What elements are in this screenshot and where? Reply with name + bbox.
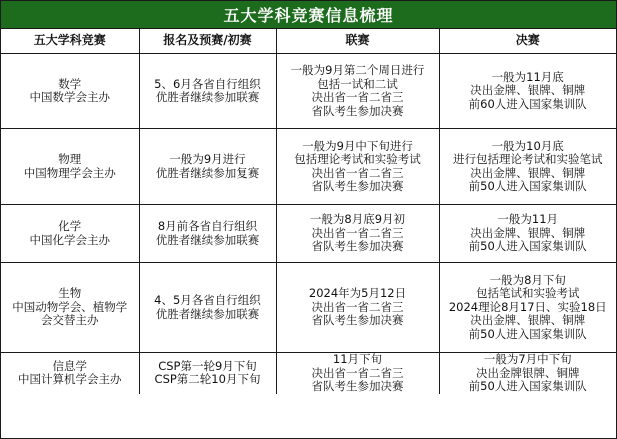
cell-line: 前50人进入国家集训队 [468, 239, 587, 254]
cell-line: 包括一试和二试 [317, 76, 398, 91]
cell-subject [1, 263, 139, 353]
cell-prelim [139, 263, 276, 353]
cell-line: 包括笔试和实验考试 [476, 286, 580, 301]
cell-line: 2024年为5月12日 [308, 286, 407, 301]
cell-line: 会交替主办 [41, 313, 99, 328]
cell-line: 优胜者继续参加联赛 [155, 90, 260, 104]
cell-line: 中国数学会主办 [29, 90, 110, 104]
cell-line: 生物 [58, 286, 82, 301]
cell-line: 物理 [58, 152, 82, 166]
cell-subject [1, 205, 139, 263]
cell-line: 决出省一省二省三 [311, 299, 404, 314]
cell-line: 优胜者继续参加联赛 [155, 306, 260, 321]
cell-line: 前50人进入国家集训队 [468, 179, 587, 193]
table-row-math [1, 54, 616, 129]
cell-line: 前60人进入国家集训队 [468, 96, 587, 111]
cell-line: 11月下旬 [332, 352, 383, 366]
table-row-physics [1, 129, 616, 205]
cell-line: 中国动物学会、植物学 [12, 299, 128, 314]
header-prelim: 报名及预赛/初赛 [139, 29, 276, 54]
cell-line: 一般为10月底 [491, 138, 564, 153]
cell-line: 决出金牌银牌、铜牌 [476, 365, 580, 380]
cell-line: CSP第一轮9月下旬 [158, 358, 257, 373]
cell-line: 前50人进入国家集训队 [468, 379, 587, 393]
cell-line: 一般为9月进行 [169, 152, 246, 166]
cell-line: 一般为9月中下旬进行 [302, 138, 413, 153]
table-row-biology [1, 263, 616, 353]
cell-line: 5、6月各省自行组织 [154, 76, 261, 91]
table-row-chemistry [1, 205, 616, 263]
cell-line: 一般为11月 [497, 212, 559, 227]
cell-line: 中国物理学会主办 [23, 165, 116, 180]
header-row [1, 29, 616, 54]
cell-subject [1, 54, 139, 129]
cell-final [439, 205, 616, 263]
cell-final [439, 263, 616, 353]
cell-line: 2024理论8月17日、实验18日 [448, 299, 607, 314]
cell-line: 省队考生参加决赛 [311, 313, 404, 328]
cell-final [439, 353, 616, 394]
cell-final [439, 129, 616, 205]
cell-league [276, 263, 439, 353]
cell-line: 省队考生参加决赛 [311, 179, 404, 193]
cell-line: 进行包括理论考试和实验笔试 [453, 152, 603, 166]
cell-line: 8月前各省自行组织 [157, 219, 258, 233]
cell-line: 数学 [58, 76, 82, 91]
cell-line: 一般为7月中下旬 [483, 352, 572, 366]
table-row-informatics [1, 353, 616, 394]
header-league: 联赛 [276, 29, 439, 54]
cell-line: 决出省一省二省三 [311, 225, 404, 240]
cell-league [276, 205, 439, 263]
competition-table [1, 29, 616, 394]
cell-line: 中国化学会主办 [29, 232, 110, 247]
table-title: 五大学科竞赛信息梳理 [1, 1, 616, 29]
cell-line: 优胜者继续参加联赛 [155, 232, 260, 247]
cell-final [439, 54, 616, 129]
cell-subject [1, 353, 139, 394]
cell-line: 一般为8月下旬 [489, 272, 566, 287]
cell-league [276, 353, 439, 394]
cell-subject [1, 129, 139, 205]
cell-line: 决出金牌、银牌、铜牌 [470, 225, 586, 240]
cell-line: 中国计算机学会主办 [18, 372, 122, 387]
cell-line: 决出金牌、银牌、铜牌 [470, 83, 586, 98]
cell-prelim [139, 129, 276, 205]
cell-line: 信息学 [52, 358, 87, 373]
cell-line: 4、5月各省自行组织 [154, 293, 261, 307]
cell-line: 前50人进入国家集训队 [468, 326, 587, 341]
cell-prelim [139, 54, 276, 129]
cell-line: 决出金牌、银牌、铜牌 [470, 313, 586, 328]
cell-line: 一般为11月底 [491, 69, 564, 84]
cell-line: 一般为8月底9月初 [309, 212, 406, 227]
cell-league [276, 129, 439, 205]
cell-line: 优胜者继续参加复赛 [155, 165, 260, 180]
cell-line: 一般为9月第二个周日进行 [290, 63, 425, 77]
cell-prelim [139, 205, 276, 263]
cell-line: 决出省一省二省三 [311, 90, 404, 104]
cell-line: 包括理论考试和实验考试 [294, 152, 421, 166]
cell-line: 省队考生参加决赛 [311, 379, 404, 393]
header-subject: 五大学科竞赛 [1, 29, 139, 54]
cell-line: 省队考生参加决赛 [311, 239, 404, 254]
cell-league [276, 54, 439, 129]
cell-line: CSP第二轮10月下旬 [154, 372, 261, 387]
cell-line: 决出省一省二省三 [311, 365, 404, 380]
cell-line: 决出金牌、银牌、铜牌 [470, 165, 586, 180]
cell-prelim [139, 353, 276, 394]
cell-line: 省队考生参加决赛 [311, 103, 404, 118]
header-final: 决赛 [439, 29, 616, 54]
cell-line: 化学 [58, 219, 82, 233]
cell-line: 决出省一省二省三 [311, 165, 404, 180]
